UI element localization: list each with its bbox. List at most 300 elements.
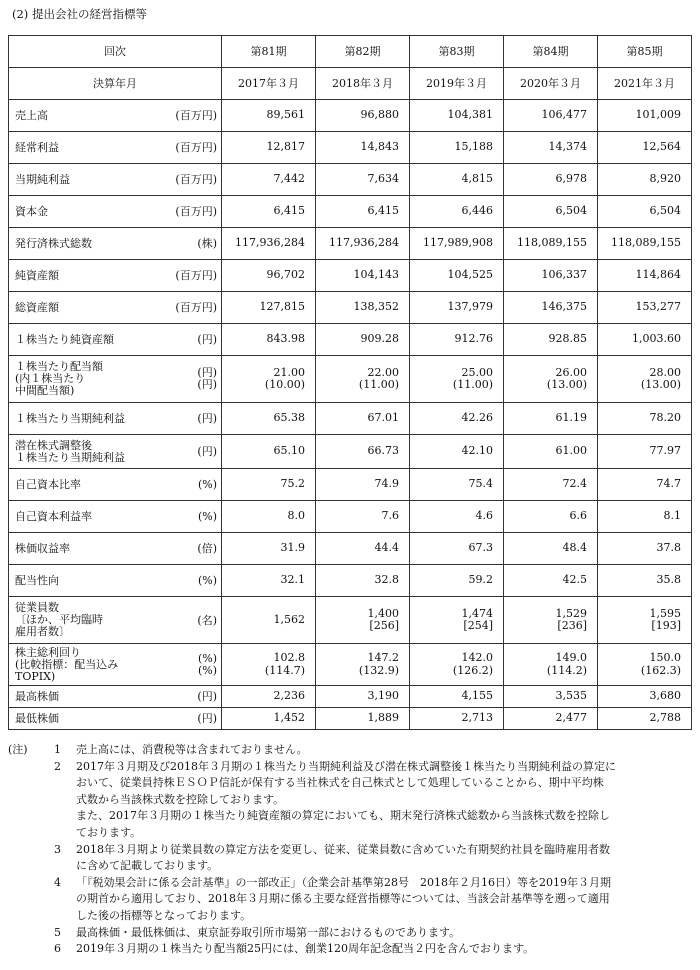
- value-line: [256]: [369, 619, 399, 632]
- value-cell: [598, 686, 692, 708]
- row-label-line: 潜在株式調整後: [15, 438, 92, 452]
- row-label-line: 自己資本利益率: [15, 510, 92, 523]
- value-line: (10.00): [264, 378, 305, 391]
- row-diluted-eps: [9, 435, 692, 469]
- row-label-cell: [9, 435, 222, 469]
- note-line: 「『税効果会計に係る会計基準』の一部改正」（企業会計基準第28号 2018年２月16日）等を2019年３月期: [76, 875, 611, 889]
- note-line: おいて、従業員持株ＥＳＯＰ信託が保有する当社株式を自己株式として処理していることから、期中平均株: [76, 776, 604, 790]
- note-line: また、2017年３月期の１株当たり純資産額の算定においても、期末発行済株式総数から当該株式数を控除し: [76, 809, 610, 823]
- value-line: 7,442: [273, 172, 305, 186]
- value-line: 1,003.60: [632, 332, 681, 346]
- row-unit: [198, 478, 217, 491]
- value-line: 25.00: [461, 365, 493, 379]
- value-line: 6,504: [649, 204, 681, 218]
- row-low-price: [9, 708, 692, 730]
- period-85: 第85期: [598, 36, 692, 68]
- value-line: 3,190: [367, 689, 399, 703]
- value-cell: [316, 100, 410, 132]
- row-label-cell: [9, 533, 222, 565]
- unit-line: (%): [197, 510, 217, 523]
- note-number: 6: [54, 942, 61, 956]
- row-unit: [198, 510, 217, 523]
- value-line: 1,562: [273, 612, 305, 626]
- note-prefix: [8, 875, 54, 925]
- value-line: 8.1: [663, 509, 681, 523]
- value-cell: [316, 228, 410, 260]
- value-cell: [504, 501, 598, 533]
- value-cell: [598, 644, 692, 686]
- value-cell: [410, 686, 504, 708]
- row-label: [15, 269, 59, 282]
- row-label: [15, 690, 59, 703]
- row-label-line: 売上高: [15, 109, 48, 122]
- value-cell: [410, 164, 504, 196]
- value-line: 138,352: [353, 300, 399, 314]
- value-cell: [410, 435, 504, 469]
- value-cell: [316, 644, 410, 686]
- value-line: 1,474: [461, 606, 493, 620]
- note-line: の期首から適用しており、2018年３月期に係る主要な経営指標等については、当該会計基準等を遡って適用: [76, 892, 610, 906]
- note-text: [76, 759, 692, 842]
- value-cell: [504, 356, 598, 403]
- row-unit: [198, 653, 217, 677]
- row-label-line: 最低株価: [15, 712, 59, 725]
- value-line: [193]: [651, 619, 681, 632]
- value-line: 42.10: [461, 444, 493, 458]
- row-unit: [197, 614, 217, 627]
- value-line: (13.00): [640, 378, 681, 391]
- value-cell: [410, 644, 504, 686]
- row-label-line: 雇用者数〕: [15, 625, 70, 638]
- row-label: [15, 173, 70, 186]
- value-cell: [316, 403, 410, 435]
- unit-line: (倍): [197, 542, 217, 555]
- value-line: 4.6: [475, 509, 493, 523]
- value-line: 96,702: [266, 268, 305, 282]
- value-cell: [316, 686, 410, 708]
- value-line: 21.00: [273, 365, 305, 379]
- value-cell: [316, 260, 410, 292]
- value-cell: [222, 597, 316, 644]
- value-line: 118,089,155: [517, 236, 587, 250]
- financial-indicators-table: [8, 35, 692, 730]
- value-line: 104,381: [447, 108, 493, 122]
- row-unit: [197, 412, 217, 425]
- row-label: [15, 574, 59, 587]
- note-text: [76, 875, 692, 925]
- value-cell: [504, 533, 598, 565]
- note-item: [8, 842, 692, 875]
- row-unit: [197, 333, 217, 346]
- value-line: 14,374: [548, 140, 587, 154]
- value-line: 2,477: [555, 711, 587, 725]
- row-label-cell: [9, 292, 222, 324]
- value-cell: [504, 686, 598, 708]
- row-per: [9, 533, 692, 565]
- value-line: 75.4: [468, 477, 493, 491]
- value-cell: [598, 597, 692, 644]
- value-cell: [222, 708, 316, 730]
- row-unit: [175, 269, 217, 282]
- value-line: 15,188: [454, 140, 493, 154]
- value-line: 2,236: [273, 689, 305, 703]
- note-prefix: [8, 941, 54, 958]
- row-unit: [197, 690, 217, 703]
- value-line: 65.38: [273, 411, 305, 425]
- row-high-price: [9, 686, 692, 708]
- row-label-line: 純資産額: [15, 269, 59, 282]
- note-text: [76, 842, 692, 875]
- note-number: 3: [54, 842, 61, 856]
- row-label-cell: [9, 260, 222, 292]
- value-line: 104,525: [447, 268, 493, 282]
- row-label-line: １株当たり当期純利益: [15, 450, 125, 464]
- value-line: 89,561: [266, 108, 305, 122]
- value-cell: [222, 686, 316, 708]
- value-line: 106,337: [541, 268, 587, 282]
- row-label-cell: [9, 196, 222, 228]
- value-cell: [598, 435, 692, 469]
- row-label-line: 株主総利回り: [15, 645, 81, 659]
- row-sales: [9, 100, 692, 132]
- row-label-line: 株価収益率: [15, 542, 70, 555]
- row-label-cell: [9, 324, 222, 356]
- value-cell: [316, 533, 410, 565]
- period-82: 第82期: [316, 36, 410, 68]
- row-tsr: [9, 644, 692, 686]
- value-cell: [598, 403, 692, 435]
- value-cell: [598, 260, 692, 292]
- value-line: 28.00: [649, 365, 681, 379]
- note-item: [8, 742, 692, 759]
- row-net-income: [9, 164, 692, 196]
- value-cell: [410, 356, 504, 403]
- value-line: 8.0: [287, 509, 305, 523]
- value-cell: [316, 597, 410, 644]
- value-cell: [504, 403, 598, 435]
- value-line: 72.4: [562, 477, 587, 491]
- note-number: 2: [54, 759, 61, 773]
- value-line: 117,936,284: [329, 236, 399, 250]
- row-label: [15, 333, 114, 346]
- value-cell: [410, 196, 504, 228]
- value-cell: [410, 324, 504, 356]
- note-prefix: [8, 759, 54, 842]
- value-cell: [504, 100, 598, 132]
- unit-line: (円): [197, 690, 217, 703]
- notes-section: [8, 742, 692, 958]
- value-cell: [410, 708, 504, 730]
- period-81: 第81期: [222, 36, 316, 68]
- value-cell: [504, 435, 598, 469]
- note-line: 2019年３月期の１株当たり配当額25円には、創業120周年記念配当２円を含んでおります。: [76, 942, 535, 956]
- value-line: 147.2: [367, 651, 399, 664]
- value-line: 114,864: [635, 268, 681, 282]
- row-label-line: 発行済株式総数: [15, 237, 92, 250]
- value-line: 1,452: [273, 711, 305, 725]
- value-line: 912.76: [454, 332, 493, 346]
- value-line: 3,680: [649, 689, 681, 703]
- value-line: 928.85: [548, 332, 587, 346]
- value-cell: [410, 403, 504, 435]
- value-cell: [316, 324, 410, 356]
- row-label-line: 〔ほか、平均臨時: [15, 613, 103, 626]
- value-line: 35.8: [656, 573, 681, 587]
- value-line: [236]: [557, 619, 587, 632]
- value-cell: [222, 469, 316, 501]
- fiscal-date: 2021年３月: [598, 68, 692, 100]
- unit-line: (円): [197, 366, 217, 379]
- note-line: 最高株価・最低株価は、東京証券取引所市場第一部におけるものであります。: [76, 925, 461, 939]
- unit-line: (%): [197, 478, 217, 491]
- value-line: 74.7: [656, 477, 681, 491]
- fiscal-label: 決算年月: [9, 68, 222, 100]
- row-label-cell: [9, 228, 222, 260]
- note-prefix: [8, 925, 54, 942]
- value-line: 149.0: [555, 651, 587, 664]
- unit-line: (円): [197, 412, 217, 425]
- value-line: 153,277: [635, 300, 681, 314]
- value-cell: [410, 501, 504, 533]
- note-item: [8, 875, 692, 925]
- row-label-cell: [9, 501, 222, 533]
- row-bps: [9, 324, 692, 356]
- value-line: 26.00: [555, 365, 587, 379]
- note-number: 4: [54, 875, 61, 889]
- row-label-cell: [9, 403, 222, 435]
- value-line: 4,155: [461, 689, 493, 703]
- value-line: 1,400: [367, 606, 399, 620]
- row-employees: [9, 597, 692, 644]
- row-label-cell: [9, 686, 222, 708]
- value-line: 102.8: [273, 651, 305, 664]
- value-line: [254]: [463, 619, 493, 632]
- row-unit: [175, 301, 217, 314]
- value-line: 75.2: [280, 477, 305, 491]
- row-unit: [175, 205, 217, 218]
- value-line: (162.3): [640, 663, 681, 677]
- row-roe: [9, 501, 692, 533]
- value-cell: [222, 356, 316, 403]
- value-cell: [504, 708, 598, 730]
- unit-line: (円): [197, 445, 217, 458]
- note-prefix: (注): [8, 743, 28, 756]
- row-unit: [175, 109, 217, 122]
- value-cell: [316, 469, 410, 501]
- value-line: 6,504: [555, 204, 587, 218]
- row-label-line: 配当性向: [15, 574, 59, 587]
- unit-line: (円): [197, 333, 217, 346]
- header-row-fiscal: [9, 68, 692, 100]
- value-cell: [316, 356, 410, 403]
- row-label: [15, 647, 118, 683]
- value-line: 106,477: [541, 108, 587, 122]
- value-cell: [222, 435, 316, 469]
- value-line: 2,788: [649, 711, 681, 725]
- value-line: 104,143: [353, 268, 399, 282]
- value-cell: [504, 228, 598, 260]
- value-cell: [598, 469, 692, 501]
- row-label-cell: [9, 356, 222, 403]
- value-cell: [222, 324, 316, 356]
- note-line: した後の指標等となっております。: [76, 908, 252, 922]
- value-cell: [316, 708, 410, 730]
- value-cell: [222, 100, 316, 132]
- value-line: 65.10: [273, 444, 305, 458]
- unit-line: (円): [197, 712, 217, 725]
- unit-line: (百万円): [175, 269, 217, 282]
- value-line: 32.8: [374, 573, 399, 587]
- unit-line: (百万円): [175, 109, 217, 122]
- value-cell: [410, 100, 504, 132]
- value-cell: [504, 469, 598, 501]
- row-label-cell: [9, 132, 222, 164]
- note-line: 2018年３月期より従業員数の算定方法を変更し、従来、従業員数に含めていた有期契約社員を臨時雇用者数: [76, 842, 610, 856]
- row-label-line: 自己資本比率: [15, 478, 81, 491]
- value-cell: [598, 501, 692, 533]
- row-label-line: 中間配当額): [15, 384, 75, 397]
- value-line: 6,978: [555, 172, 587, 186]
- value-line: 4,815: [461, 172, 493, 186]
- value-cell: [598, 164, 692, 196]
- value-cell: [410, 565, 504, 597]
- row-shares-issued: [9, 228, 692, 260]
- note-line: 2017年３月期及び2018年３月期の１株当たり当期純利益及び潜在株式調整後１株当たり当期純利益の算定に: [76, 759, 616, 773]
- value-cell: [598, 533, 692, 565]
- period-label: 回次: [9, 36, 222, 68]
- unit-line: (百万円): [175, 301, 217, 314]
- row-label-cell: [9, 100, 222, 132]
- row-label-line: 従業員数: [15, 601, 59, 614]
- value-cell: [316, 292, 410, 324]
- note-prefix: [8, 842, 54, 875]
- row-capital: [9, 196, 692, 228]
- row-label: [15, 141, 59, 154]
- row-label-line: 経常利益: [15, 141, 59, 154]
- value-cell: [598, 708, 692, 730]
- value-cell: [410, 469, 504, 501]
- value-line: 117,989,908: [423, 236, 493, 250]
- row-label-line: １株当たり当期純利益: [15, 412, 125, 425]
- value-cell: [504, 324, 598, 356]
- unit-line: (%): [197, 651, 217, 665]
- value-line: (11.00): [452, 378, 493, 391]
- row-label-cell: [9, 565, 222, 597]
- unit-line: (名): [197, 613, 217, 627]
- unit-line: (百万円): [175, 141, 217, 154]
- value-cell: [504, 292, 598, 324]
- value-line: 2,713: [461, 711, 493, 725]
- fiscal-date: 2019年３月: [410, 68, 504, 100]
- fiscal-date: 2018年３月: [316, 68, 410, 100]
- value-cell: [316, 196, 410, 228]
- note-line: に含めて記載しております。: [76, 859, 219, 873]
- value-cell: [222, 164, 316, 196]
- value-line: 101,009: [635, 108, 681, 122]
- value-line: 61.00: [555, 444, 587, 458]
- row-equity-ratio: [9, 469, 692, 501]
- row-label: [15, 478, 81, 491]
- value-cell: [222, 196, 316, 228]
- value-line: (11.00): [358, 378, 399, 391]
- fiscal-date: 2017年３月: [222, 68, 316, 100]
- value-line: 117,936,284: [235, 236, 305, 250]
- value-line: 6,415: [273, 204, 305, 218]
- row-label-line: 資本金: [15, 205, 48, 218]
- unit-line: (%): [197, 574, 217, 587]
- row-label: [15, 205, 48, 218]
- row-label: [15, 109, 48, 122]
- row-label: [15, 412, 125, 425]
- row-unit: [197, 367, 217, 391]
- row-dividend: [9, 356, 692, 403]
- row-unit: [198, 574, 217, 587]
- row-payout-ratio: [9, 565, 692, 597]
- row-unit: [175, 173, 217, 186]
- value-line: 44.4: [374, 541, 399, 555]
- value-cell: [222, 260, 316, 292]
- row-label-cell: [9, 644, 222, 686]
- value-cell: [598, 356, 692, 403]
- row-unit: [197, 542, 217, 555]
- row-label-line: １株当たり純資産額: [15, 333, 114, 346]
- header-row-period: [9, 36, 692, 68]
- value-line: 22.00: [367, 365, 399, 379]
- value-line: 127,815: [259, 300, 305, 314]
- note-number: 5: [54, 925, 61, 939]
- value-line: (114.7): [264, 663, 305, 677]
- value-cell: [598, 324, 692, 356]
- value-cell: [598, 565, 692, 597]
- unit-line: (百万円): [175, 205, 217, 218]
- row-unit: [197, 445, 217, 458]
- value-line: 59.2: [468, 573, 493, 587]
- value-line: 6,415: [367, 204, 399, 218]
- value-line: 48.4: [562, 541, 587, 555]
- row-label: [15, 510, 92, 523]
- value-line: 7.6: [381, 509, 399, 523]
- row-label-cell: [9, 469, 222, 501]
- value-line: 1,595: [649, 606, 681, 620]
- value-cell: [222, 533, 316, 565]
- value-cell: [504, 132, 598, 164]
- value-cell: [410, 292, 504, 324]
- value-line: 150.0: [649, 651, 681, 664]
- value-line: 12,564: [642, 140, 681, 154]
- value-cell: [410, 260, 504, 292]
- row-label-line: (比較指標：配当込み: [15, 657, 119, 671]
- value-cell: [222, 403, 316, 435]
- row-label-line: TOPIX): [15, 669, 56, 683]
- value-cell: [504, 164, 598, 196]
- value-line: 8,920: [649, 172, 681, 186]
- note-line: 式数から当該株式数を控除しております。: [76, 792, 285, 806]
- row-label-line: 総資産額: [15, 301, 59, 314]
- note-text: [76, 925, 692, 942]
- row-label: [15, 712, 59, 725]
- row-net-assets: [9, 260, 692, 292]
- period-84: 第84期: [504, 36, 598, 68]
- row-total-assets: [9, 292, 692, 324]
- value-line: 67.3: [468, 541, 493, 555]
- value-line: 1,529: [555, 606, 587, 620]
- row-label-line: 最高株価: [15, 690, 59, 703]
- note-text: [76, 941, 692, 958]
- note-line: 売上高には、消費税等は含まれておりません。: [76, 743, 308, 756]
- section-title: (2) 提出会社の経営指標等: [12, 7, 147, 21]
- value-cell: [598, 292, 692, 324]
- unit-line: (円): [197, 378, 217, 391]
